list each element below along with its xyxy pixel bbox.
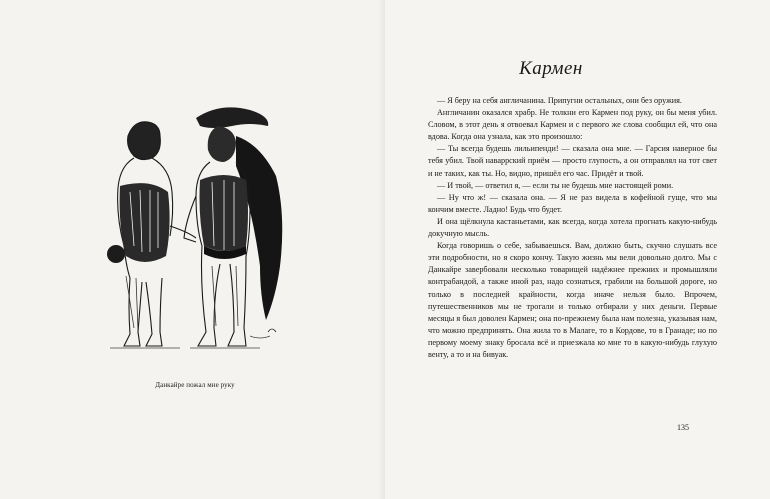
page-number: 135: [677, 423, 689, 432]
paragraph: — И твой, — ответил я, — если ты не будешь мне настоящей роми.: [437, 180, 674, 190]
illustration-caption: Данкайре пожал мне руку: [155, 381, 235, 389]
paragraph: — Ты всегда будешь лильипенди! — сказала она мне. — Гарсия наверное бы тебя убил. Твой наваррский приём — просто глупость, а он отправлял на тот свет и не таких, как ты. Но, видно, пришёл его час. Придёт и твой.: [428, 144, 717, 178]
paragraph: — Ну что ж! — сказала она. — Я не раз видела в кофейной гуще, что мы кончим вместе. Ладно! Будь что будет.: [428, 192, 717, 214]
paragraph: Когда говоришь о себе, забываешься. Вам, должно быть, скучно слушать все эти подробности, но я скоро кончу. Такую жизнь мы вели довольно долго. Мы с Данкайре завербовали несколько товарищей надёжнее прежних и промышляли контрабандой, а также иной раз, надо сознаться, грабили на большой дороге, но только в последней крайности, когда иначе нельзя было. Впрочем, путешественников мы не трогали и только отбирали у них деньги. Первые месяцы я был доволен Кармен; она по-прежнему была нам полезна, указывая нам, что можно предпринять. Она жила то в Малаге, то в Кордове, то в Гранаде; но по первому моему знаку бросала всё и приезжала ко мне то в какую-нибудь глухую венту, а то и на бивуак.: [428, 241, 717, 359]
illustration-two-men-handshake: [100, 96, 290, 358]
chapter-title: Кармен: [519, 58, 583, 79]
paragraph: — Я беру на себя англичанина. Припугни остальных, они без оружия.: [437, 96, 682, 105]
paragraph: Англичанин оказался храбр. Не толкни его Кармен под руку, он бы меня убил. Словом, в этот день я отвоевал Кармен и с первого же слова сообщил ей, что она вдова. Когда она узнала, как это произошло:: [428, 108, 717, 142]
body-text: [428, 95, 717, 361]
paragraph: И она щёлкнула кастаньетами, как всегда, когда хотела прогнать какую-нибудь докучную мысль.: [428, 216, 717, 239]
